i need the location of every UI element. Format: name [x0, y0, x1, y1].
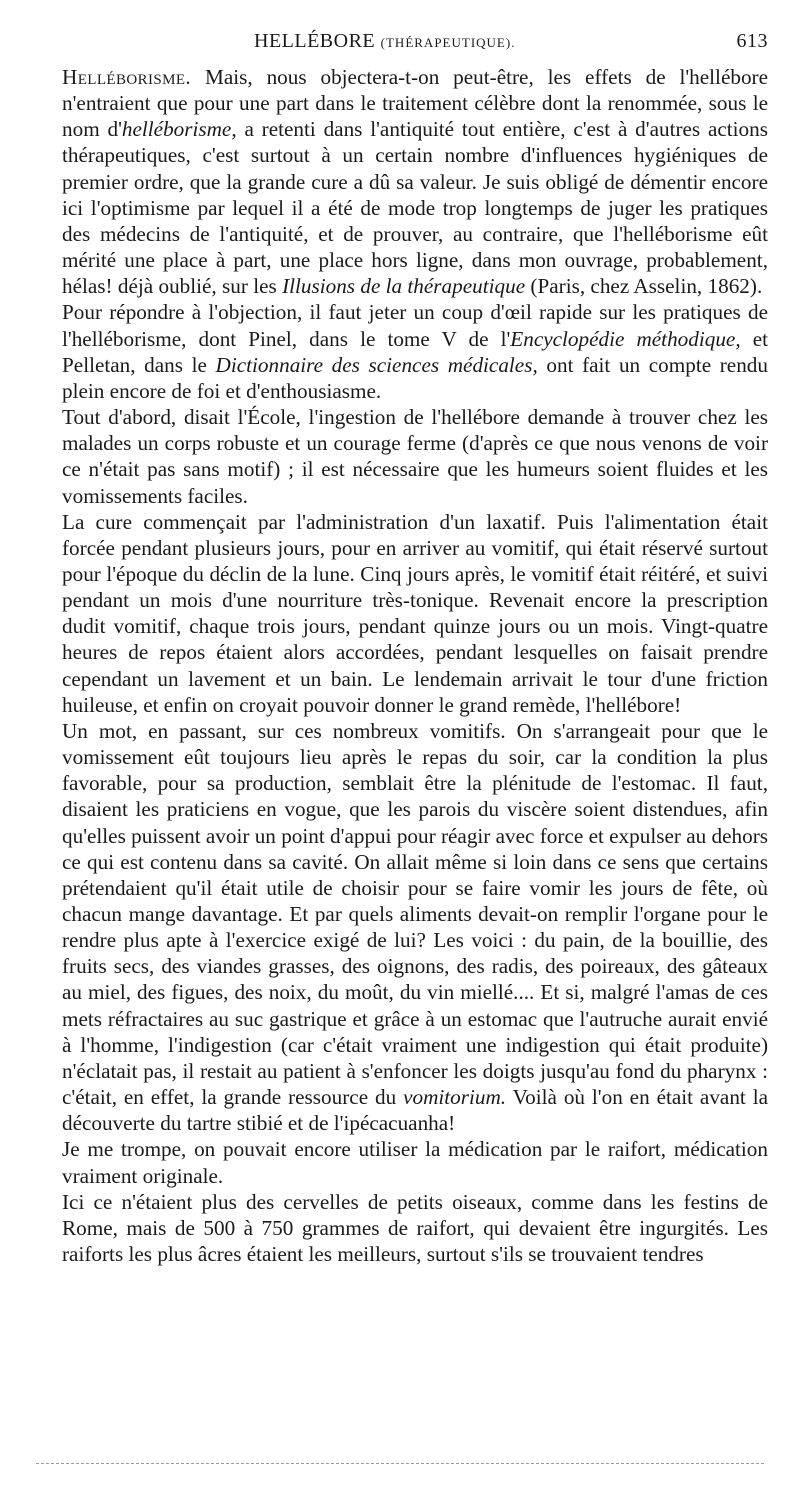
paragraph-text: ont fait un compte rendu plein encore de foi et d'enthousiasme.: [62, 352, 768, 403]
running-title-subtitle: (THÉRAPEUTIQUE).: [380, 35, 516, 50]
paragraph-vomitifs: [62, 718, 768, 1137]
running-header: [62, 30, 768, 58]
section-lead-term: Helléborisme.: [62, 65, 192, 89]
paragraph-raifort-intro: [62, 1136, 768, 1188]
paragraph-ecole: [62, 404, 768, 509]
paragraph-text: La cure commençait par l'administration d'un laxatif. Puis l'alimentation était forcée pendant plusieurs jours, pour en arriver au vomitif, qui était réservé surtout pour l'époque du déclin de la lune. Cinq jours après, le vomitif était réitéré, et suivi pendant un mois d'une nourriture très-tonique. Revenait encore la prescription dudit vomitif, chaque trois jours, pendant quinze jours ou un mois. Vingt-quatre heures de repos étaient alors accordées, pendant lesquelles on faisait prendre cependant un lavement et un bain. Le lendemain arrivait le tour d'une friction huileuse, et enfin on croyait pouvoir donner le grand remède, l'hellébore!: [62, 509, 768, 717]
running-title-main: HELLÉBORE: [254, 30, 376, 52]
book-page: [62, 30, 768, 1267]
italic-term: vomitorium.: [403, 1085, 507, 1110]
paragraph-text: Ici ce n'étaient plus des cervelles de petits oiseaux, comme dans les festins de Rome, mais de 500 à 750 grammes de raifort, qui devaient être ingurgités. Les raiforts les plus âcres étaient les meilleurs, surtout s'ils se trouvaient tendres: [62, 1189, 768, 1267]
paragraph-text: Je me trompe, on pouvait encore utiliser la médication par le raifort, médication vraiment originale.: [62, 1137, 768, 1188]
book-title-reference: Illusions de la thérapeutique: [282, 274, 526, 299]
paragraph-cure: [62, 509, 768, 718]
paragraph-helleborisme: [62, 64, 768, 299]
book-title-reference: Encyclopédie méthodique,: [510, 326, 741, 351]
running-title: [254, 30, 515, 53]
italic-term: helléborisme,: [121, 117, 237, 142]
paragraph-text: Pour répondre à l'objection, il faut jeter un coup d'œil rapide sur les pratiques de l'helléborisme, dont Pinel, dans le tome V de l': [62, 300, 768, 351]
paragraph-text: a retenti dans l'antiquité tout entière, c'est à d'autres actions thérapeutiques, c'est surtout à un certain nombre d'influences hygiéniques de premier ordre, que la grande cure a dû sa valeur. Je suis obligé de démentir encore ici l'optimisme par lequel il a été de mode trop longtemps de juger les pratiques des médecins de l'antiquité, et de prouver, au contraire, que l'helléborisme eût mérité une place à part, une place hors ligne, dans mon ouvrage, probablement, hélas! déjà oublié, sur les: [62, 117, 768, 299]
paragraph-text: (Paris, chez Asselin, 1862).: [525, 274, 763, 299]
page-number: 613: [736, 30, 768, 52]
paragraph-raifort: [62, 1189, 768, 1267]
paragraph-objection: [62, 299, 768, 404]
book-title-reference: Dictionnaire des sciences médicales,: [215, 352, 538, 377]
paragraph-text: Voilà où l'on en était avant la découverte du tartre stibié et de l'ipécacuanha!: [62, 1085, 768, 1136]
paragraph-text: et Pelletan, dans le: [62, 326, 769, 377]
paragraph-text: Un mot, en passant, sur ces nombreux vomitifs. On s'arrangeait pour que le vomissement eût toujours lieu après le repas du soir, car la condition la plus favorable, pour sa production, semblait être la plénitude de l'estomac. Il faut, disaient les praticiens en vogue, que les parois du viscère soient distendues, afin qu'elles puissent avoir un point d'appui pour réagir avec force et expulser au dehors ce qui est contenu dans sa cavité. On allait même si loin dans ce sens que certains prétendaient qu'il était utile de choisir pour se faire vomir les jours de fête, où chacun mange davantage. Et par quels aliments devait-on remplir l'organe pour le rendre plus apte à l'exercice exigé de lui? Les voici : du pain, de la bouillie, des fruits secs, des viandes grasses, des oignons, des radis, des poireaux, des gâteaux au miel, des figues, des noix, du moût, du vin miellé.... Et si, malgré l'amas de ces mets réfractaires au suc gastrique et grâce à un estomac que l'autruche aurait envié à l'homme, l'indigestion (car c'était vraiment une indigestion qui était produite) n'éclatait pas, il restait au patient à s'enfoncer les doigts jusqu'au fond du pharynx : c'était, en effet, la grande ressource du: [62, 718, 769, 1110]
paragraph-text: Mais, nous objectera-t-on peut-être, les effets de l'hellébore n'entraient que pour une part dans le traitement célèbre dont la renommée, sous le nom d': [62, 65, 768, 142]
page-body: [62, 64, 768, 1267]
paragraph-text: Tout d'abord, disait l'École, l'ingestion de l'hellébore demande à trouver chez les malades un corps robuste et un courage ferme (d'après ce que nous venons de voir ce n'était pas sans motif) ; il est nécessaire que les humeurs soient fluides et les vomissements faciles.: [62, 405, 768, 508]
footer-rule: [36, 1463, 764, 1464]
